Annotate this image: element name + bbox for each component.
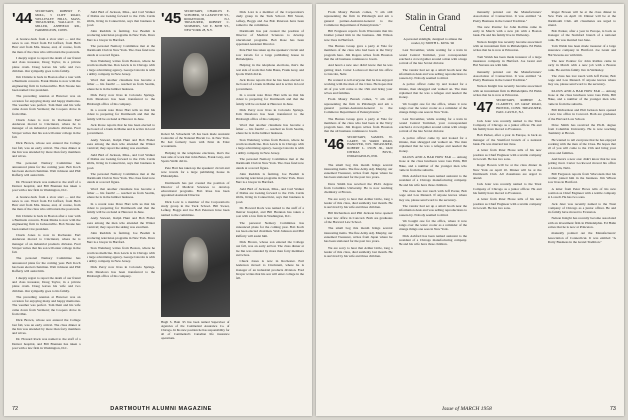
column-paragraph: Pete Hart has taken up the speakers' circuit and now travels for a large publishing house in Philadelphia. [235,48,304,61]
column-paragraph: Nelson Knight has recently become associated with an investment firm in Philadelphia. Ed Hahn writes that he is now at Princeton. [473,84,542,98]
column-paragraph: The personal Nemory Committee has announced plans for the coming year. Bob Koch has been elected chairman. Walt Johnson and Phil Rafferty will assist him. [12,160,81,178]
column-paragraph: Dick Brown, whose son entered the College last fall, was an early arrival. The class dinner at the Inn was attended by more than forty members and wives. [12,141,81,159]
right-col-4 [548,10,617,402]
column-paragraph: Jack Jeter was recently named to the Trust Company of Chicago as a junior officer. He and his family have moved to Evanston. [547,201,616,215]
column-paragraph: Dick Brown, whose son entered the College last fall, was an early arrival. The class dinner at the Inn was attended by more than forty members and wives. [235,239,304,257]
left-col-1 [12,10,81,402]
column-paragraph: A letter from Peter Howe tells of his new position as Chief Engineer with a textile company in Lowell. He has two sons. [473,148,542,161]
column-paragraph: Bill Richardson and Phil Jackson have opened a new law office in Concord. Both are graduates of the Harvard Law School. [324,211,393,225]
column-paragraph: The small bog this month brings several interesting items. The fine Army Adj. Murphy, our esteemed Treasurer, writes from Japan where he has been stationed for the past two years. [324,226,393,244]
column-paragraph: Andy Stewart, Ralph Hunt and Bob Fisher were among the men who attended the Winter Carnival; they report the skiing was excellent. [86,137,155,151]
column-paragraph: Roger Bowen will be at the class dinner in New York on April 10. Dinner will be at the Dartmouth Club. All classmates are urged to attend. [547,10,616,27]
class-officers: SECRETARY, ROBERT A. CLAMPITT, 105 GRAY ROAD, BRISTOL, CONN. TREASURER, PAUL CASTLE, N.J. [496,99,542,114]
column-paragraph: The vendor had set up a small booth near the information desk and was selling reproductions to passers-by. Nobody seemed to mind. [398,203,467,217]
left-col-4 [236,10,305,402]
column-paragraph: Dave Smith has received the Ph.D. degree from Columbia University. He is now teaching chemistry at Brown. [547,122,616,136]
right-col-2 [399,10,468,402]
column-paragraph: The Burnes Group gave a party at Yale for members of the class who had been at the Navy program here. Jim Rogers writes from Houston that the oil business continues to boom. [324,116,393,134]
column-paragraph: Dick Lotz is a member of the Corporation's study group in the Tuck School. Bill Sweet, Lefkey, Boggs and Joe Bob Peterson have been named to the committee. [235,10,304,27]
column-paragraph: Jack Rowe reports that he has been elected to the board of a bank in Maine and is active in local government. [86,122,155,136]
column-paragraph: From Maury Barash comes, "I am still representing the firm in Pittsburgh and am a general partner-Assistant-General to the Commerce Department of Pennsylvania." [324,10,393,27]
photo-caption: Hugh S. Bain '45 has been named Supervisor of Agencies of the Continental Assurance Co. of Chicago. In his new position he has responsibility for all of Continental's Canadian life insurance operations. [161,319,230,340]
page-number: 72 [12,406,19,412]
right-page-footer [324,406,616,413]
column-paragraph: Tom Walsh has been made treasurer of a large insurance company in Hartford. Joe Grant and Hal Stevens are with him. [547,44,616,57]
column-paragraph: Dave Smith has received the Ph.D. degree from Columbia University. He is now teaching chemistry at Brown. [324,181,393,195]
left-col-2 [87,10,156,402]
column-paragraph: And here's a new one: didn't know that he was getting tired. Carter Lockwood moved his office to Lincoln, Nebr. [547,156,616,170]
column-paragraph: Stan Weinberg writes from Boston, where he practices medicine. Don Lewis is in Chicago with a large advertising agency. George Lincoln is with a utility company in New Jersey. [86,246,155,264]
column-paragraph: A police officer came by and looked for a minute, then shrugged and walked on. The man explained that he was a refugee and needed the money. [398,135,467,153]
column-paragraph: The personal Nemory Committee has announced plans for the coming year. Bob Koch has been elected chairman. Walt Johnson and Phil Rafferty will assist him. [235,220,304,238]
column-paragraph: Bob Parker, after a year in Europe, is back as manager of the Stamford branch of a national bank. He was married last June. [547,29,616,42]
column-paragraph: manually pointed out the Manufacturers' Association of Connecticut. It was entitled "A Pretty Business in the Grand Tradition." [473,10,542,23]
column-paragraph: The new Pontiac for John Rollins came in early in March with a new job with a Boston bank. He and his family live in Wellesley. [473,24,542,38]
column-paragraph: Judd Bird of Jackson, Miss., and Carl Walker of Dallas are looking forward to the 15th. Curtis Wells, living in Connecticut, says that business is good. [235,186,304,204]
column-paragraph: Word that another classmate has become a father — his fourth! — reached us from Seattle, where he is in the lumber business. [235,122,304,136]
column-paragraph: Dick Ashford has been named assistant to the president of a Chicago manufacturing company. He and his wife have three children. [398,174,467,187]
magazine-spread [4,4,624,416]
column-paragraph: Word that another classmate has become a father — his fourth! — reached us from Seattle, where he is in the lumber business. [86,186,155,200]
column-paragraph: Nelson Knight has recently become associated with an investment firm in Philadelphia. Ed Hahn writes that he is now at Princeton. [547,216,616,230]
column-paragraph: Dick Perry now lives in Colorado Springs. Tom Meadows has been transferred to the Pittsburgh office of his company. [235,107,304,121]
column-paragraph: And here's a new one: didn't know that he was getting tired. Carter Lockwood moved his office to Lincoln, Nebr. [324,63,393,76]
column-paragraph: Bill Richardson and Phil Jackson have opened a new law office in Concord. Both are graduates of the Harvard Law School. [547,107,616,121]
column-paragraph: KLOUS AND A BAR HOW FAR — Among those at the class luncheon were Gus Prim, Bill Hake, and a number of the younger men who came in from the suburbs. [547,88,616,106]
column-paragraph: Chuck Jones is now in Rochester. Earl Anderson moved to Cincinnati, where he is manager of an industrial products division. Fred Strayer writes that his son will enter college in the fall. [12,232,81,255]
column-paragraph: Helping in the telephone elections, that's the best side of work that John Bates, Frank Gray, and Spotts Webb did in. [235,63,304,76]
class-year-heading: '46 [324,135,345,153]
column-paragraph: Word that another classmate has become a father — his fourth! — reached us from Seattle, where he is in the lumber business. [86,78,155,91]
column-paragraph: A bounce-back from a slow start — and the news is out. Word from Ed Gifford, from Herb Herr and from Mrs. Reese, and, of course, from the men of the class who still return the postcards. [12,194,81,212]
column-paragraph: John Reddick is farming. Joe Boehm is producing television programs in New York. Dave Burr is a lawyer in Hartford. [235,171,304,185]
column-paragraph: manually pointed out the Manufacturers' Association of Connecticut. It was entitled "A Pretty Business in the Grand Tradition." [547,231,616,244]
column-paragraph: We are sorry to hear that Arthur Little, long a leader of this class, died suddenly last month. He is survived by his wife and three children. [324,245,393,259]
column-paragraph: A bounce-back from a slow start — and the news is out. Word from Ed Gifford, from Herb Herr and from Mrs. Reese, and, of course, from the men of the class who still return the postcards. [12,36,81,54]
column-paragraph: Judd Bird of Jackson, Miss., and Carl Walker of Dallas are looking forward to the 15th. Curtis Wells, living in Connecticut, says that business is good. [86,152,155,170]
column-paragraph: The small bog this month brings several interesting items. The fine Army Adj. Murphy, our esteemed Treasurer, writes from Japan where he has been stationed for the past two years. [324,162,393,180]
left-page-footer [12,406,304,413]
column-paragraph: Dick Lotz is a member of the Corporation's study group in the Tuck School. Bill Sweet, Lefkey, Boggs and Joe Bob Peterson have been named to the committee. [161,199,230,217]
column-paragraph: Dick Perry now lives in Colorado Springs. Tom Meadows has been transferred to the Pittsburgh office of his company. [86,265,155,279]
left-page [4,4,312,416]
right-page [316,4,624,416]
column-paragraph: Jack Jeter was recently named to the Trust Company of Chicago as a junior officer. He and his family have moved to Evanston. [473,118,542,132]
column-paragraph: Roger Bowen will be at the class dinner in New York on April 10. Dinner will be at the Dartmouth Club. All classmates are urged to attend. [473,163,542,181]
column-paragraph: John Reddick is farming. Joe Boehm is producing television programs in New York. Dave Burr is a lawyer in Hartford. [86,29,155,42]
column-paragraph: John Reddick is farming. Joe Boehm is producing television programs in New York. Dave Burr is a lawyer in Hartford. [86,231,155,244]
column-paragraph: A police officer came by and looked for a minute, then shrugged and walked on. The man explained that he was a refugee and needed the money. [398,82,467,100]
left-col-3 [161,10,230,402]
column-paragraph: The personal Nemory Committee met at the Dartmouth Club in New York. The class fund now stands at a record figure. [86,44,155,57]
column-paragraph: Helping in the telephone elections, that's the best side of work that John Bates, Frank Gray, and Spotts Webb did in. [161,150,230,164]
class-year-heading: '47 [473,99,494,117]
column-paragraph: Stan Weinberg writes from Boston, where he practices medicine. Don Lewis is in Chicago with a large advertising agency. George Lincoln is with a utility company in New Jersey. [235,137,304,155]
column-paragraph: The personal Nemory Committee met at the Dartmouth Club in New York. The class fund now stands at a record figure. [86,171,155,185]
column-paragraph: The Burnes Group gave a party at Yale for members of the class who had been at the Navy program here. Jim Rogers writes from Houston that the oil business continues to boom. [324,44,393,61]
column-paragraph: Jack Rowe reports that he has been elected to the board of a bank in Maine and is active in local government. [235,78,304,91]
class-year-heading: '44 [12,10,33,27]
class-officers: SECRETARY, SAMUEL W. CAREY, 56 WARD ROAD, HANOVER, N.H. TREASURER, ROBERT L. LYON JR., 6420 DITMAS BLVD., INDIANAPOLIS, IND. [347,135,393,158]
column-paragraph: Dartmouth has put created the position of Director of Medical Sciences to develop educational programs. Bob Rose has been appointed Assistant Director. [161,180,230,198]
class-officers: SECRETARY, CHARLES E. SCHOBER, 33 LAFAYETTE ST., RIDGEWOOD, N.J. TREASURER, ROBERT C. SUMMERS, 510 E. 86TH ST., NEW YORK 28, N.Y. [184,10,230,32]
column-paragraph: He wanted to tell everyone that he has enjoyed working with the men of the Class. He hopes that all of you will come to the 15th and bring your wives and families. [547,137,616,155]
magazine-name: DARTMOUTH ALUMNI MAGAZINE [110,406,212,412]
column-paragraph: In a recent note Dave Hart tells us that his oldest is preparing for Dartmouth and that the family will be on hand at Hanover in June. [235,93,304,106]
article-byline: A personal sidelight, designed to amuse the reader, by SMITH L. KING '46 [403,37,463,46]
column-paragraph: We bought one for the office, where it now hangs over the water cooler as a reminder of the strange things one sees in New York. [398,101,467,115]
column-paragraph: Jim Christie is back in Boston after a tour with a Bermuda concern. Frank Marks is now with the engineering firm in Jacksonville. Bob Sloane has been named vice president. [12,75,81,93]
column-paragraph: A letter from Peter Howe tells of his new position as Chief Engineer with a textile company in Lowell. He has two sons. [473,197,542,210]
column-paragraph: The class has lost touch with Jeff Porter, Bob Gage and Lou Menard. If anyone knows where they are, please send word to the secretary. [398,189,467,202]
column-paragraph: Tom Walsh has been made treasurer of a large insurance company in Hartford. Joe Grant and Hal Stevens are with him. [473,54,542,68]
column-paragraph: He wanted to tell everyone that he has enjoyed working with the men of the Class. He hopes that all of you will come to the 15th and bring your wives and families. [324,78,393,96]
column-paragraph: Bill Ferguson reports from Wisconsin that his brother joined him in the business. Jim Wilson now lives in Hartford. [547,171,616,185]
column-paragraph: Bob Parker, after a year in Europe, is back as manager of the Stamford branch of a national bank. He was married last June. [473,133,542,147]
column-paragraph: manually pointed out the Manufacturers' Association of Connecticut. It was entitled "A Pretty Business in the Grand Tradition." [473,69,542,83]
column-paragraph: From Maury Barash comes, "I am still representing the firm in Pittsburgh and am a general partner-Assistant-General to the Commerce Department of Pennsylvania." [324,97,393,115]
issue-date: Issue of MARCH 1958 [442,406,492,412]
column-paragraph: KLOUS AND A BAR HOW FAR — Among those at the class luncheon were Gus Prim, Bill Hake, and a number of the younger men who came in from the suburbs. [398,154,467,172]
column-paragraph: In a recent note Dave Hart tells us that his oldest is preparing for Dartmouth and that the family will be on hand at Hanover in June. [86,201,155,215]
column-paragraph: Bill Ferguson reports from Wisconsin that his brother joined him in the business. Jim Wilson now lives in Hartford. [324,29,393,42]
class-officers: SECRETARY, ROBERT F. MOLL, 5 CLIFF ROAD, WELLESLEY HILLS, MASS. TREASURER, WALLACE W. MILLER, ASHFIELD RD., FARMINGTON, CONN. [35,10,81,32]
column-paragraph: A letter from Peter Howe tells of his new position as Chief Engineer with a textile company in Lowell. He has two sons. [547,186,616,200]
column-paragraph: We are sorry to hear that Arthur Little, long a leader of this class, died suddenly last month. He is survived by his wife and three children. [324,196,393,210]
column-paragraph: Chuck Jones is now in Rochester. Earl Anderson moved to Cincinnati, where he is manager of an industrial products division. Fred Strayer writes that his son will enter college in the fall. [12,117,81,140]
column-paragraph: Dick Brown, whose son entered the College last fall, was an early arrival. The class dinner at the Inn was attended by more than forty members and wives. [12,318,81,336]
column-paragraph: Dr. Howard Rock was named to the staff of a Denver hospital, and Bill Brennan has taken a post with a law firm in Washington, D.C. [12,179,81,193]
column-paragraph: Pete Hart has taken up the speakers' circuit and now travels for a large publishing house in Philadelphia. [161,165,230,179]
column-paragraph: The preceding reunion at Hanover was an occasion for enjoying many and happy memories. The weather was perfect. Tom Dent and his wife came down from Vermont; the Coopers drove in from Ohio. [12,94,81,116]
column-paragraph: The personal Nemory Committee has announced plans for the coming year. Bob Koch has been elected chairman. Walt Johnson and Phil Rafferty will assist him. [12,256,81,274]
column-paragraph: The new Pontiac for John Rollins came in early in March with a new job with a Boston bank. He and his family live in Wellesley. [547,58,616,72]
column-paragraph: The personal Nemory Committee met at the Dartmouth Club in New York. The class fund now stands at a record figure. [235,156,304,170]
column-paragraph: Jim Christie is back in Boston after a tour with a Bermuda concern. Frank Marks is now with the engineering firm in Jacksonville. Bob Sloane has been named vice president. [12,213,81,231]
column-paragraph: Andy Stewart, Ralph Hunt and Bob Fisher were among the men who attended the Winter Carnival; they report the skiing was excellent. [86,216,155,230]
column-paragraph: I deeply regret to report the death of our friend and class treasurer, Doug Taylor, in a private plane crash. Doug leaves his wife and two children. Our sympathy goes to his family. [12,55,81,73]
portrait-photo [161,219,230,317]
column-paragraph: Dr. Howard Rock was named to the staff of a Denver hospital, and Bill Brennan has taken a post with a law firm in Washington, D.C. [235,205,304,219]
column-paragraph: We bought one for the office, where it now hangs over the water cooler as a reminder of the strange things one sees in New York. [398,218,467,232]
column-paragraph: Judd Bird of Jackson, Miss., and Carl Walker of Dallas are looking forward to the 15th. Curtis Wells, living in Connecticut, says that business is good. [86,10,155,27]
photo-caption: Robert M. Schoeberlé '45 has been made Assistant Controller of the National Biscuit Co. in New York. He had formerly been with Ernst & Ernst accountants. [161,131,230,148]
column-paragraph: Jack Jeter was recently named to the Trust Company of Chicago as a junior officer. He and his family have moved to Evanston. [473,182,542,195]
column-paragraph: Stan Weinberg writes from Boston, where he practices medicine. Don Lewis is in Chicago with a large advertising agency. George Lincoln is with a utility company in New Jersey. [86,58,155,76]
column-paragraph: Dartmouth has put created the position of Director of Medical Sciences to develop educational programs. Bob Rose has been appointed Assistant Director. [235,29,304,47]
column-paragraph: Dick Ashford has been named assistant to the president of a Chicago manufacturing company. He and his wife have three children. [398,233,467,247]
column-paragraph: The class has lost touch with Jeff Porter, Bob Gage and Lou Menard. If anyone knows where they are, please send word to the secretary. [547,73,616,87]
column-paragraph: In a recent note Dave Hart tells us that his oldest is preparing for Dartmouth and that the family will be on hand at Hanover in June. [86,107,155,121]
page-number: 73 [609,406,616,412]
column-paragraph: Dr. Howard Rock was named to the staff of a Denver hospital, and Bill Brennan has taken a post with a law firm in Washington, D.C. [12,337,81,351]
right-col-3 [473,10,542,402]
column-paragraph: Nelson Knight has recently become associated with an investment firm in Philadelphia. Ed Hahn writes that he is now at Princeton. [473,39,542,53]
column-paragraph: Last November, while waiting for a train in Grand Central Terminal, your correspondent watched a crowd gather around a man with a huge portrait of the late Soviet dictator. [398,48,467,66]
class-year-heading: '45 [161,10,182,27]
column-paragraph: I deeply regret to report the death of our friend and class treasurer, Doug Taylor, in a private plane crash. Doug leaves his wife and two children. Our sympathy goes to his family. [12,275,81,293]
column-paragraph: The preceding reunion at Hanover was an occasion for enjoying many and happy memories. The weather was perfect. Tom Dent and his wife came down from Vermont; the Coopers drove in from Ohio. [12,294,81,316]
column-paragraph: Dick Perry now lives in Colorado Springs. Tom Meadows has been transferred to the Pittsburgh office of his company. [86,93,155,106]
right-col-1 [324,10,393,402]
column-paragraph: The vendor had set up a small booth near the information desk and was selling reproductions to passers-by. Nobody seemed to mind. [398,67,467,81]
portrait-photo [161,37,230,129]
column-paragraph: Chuck Jones is now in Rochester. Earl Anderson moved to Cincinnati, where he is manager of an industrial products division. Fred Strayer writes that his son will enter college in the fall. [235,259,304,281]
column-paragraph: Last November, while waiting for a train in Grand Central Terminal, your correspondent watched a crowd gather around a man with a huge portrait of the late Soviet dictator. [398,116,467,134]
article-title: Stalin in Grand Central [405,12,461,33]
